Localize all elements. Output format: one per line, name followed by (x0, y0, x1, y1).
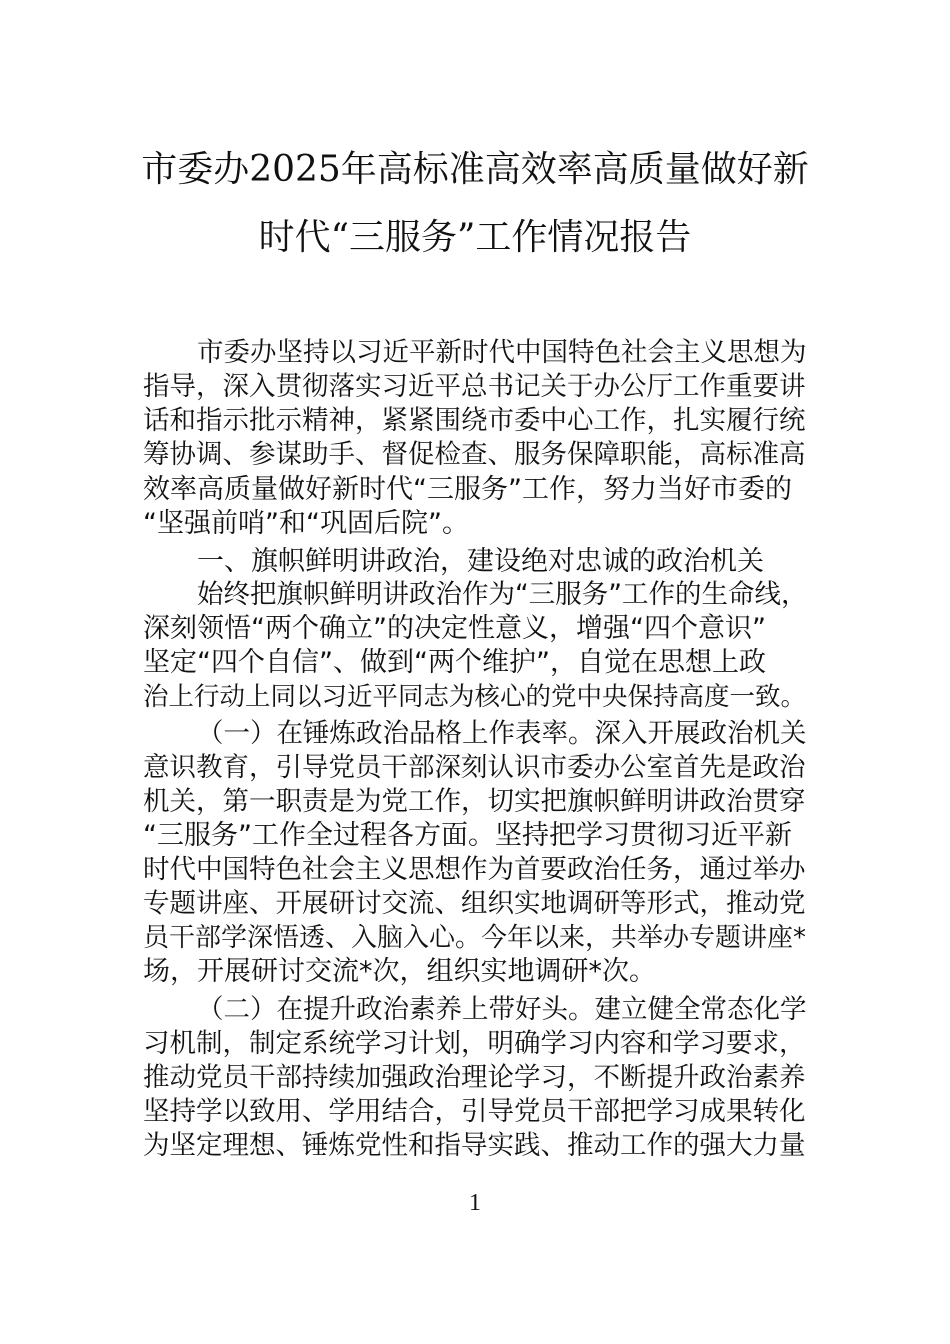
body-line: 为坚定理想、锤炼党性和指导实践、推动工作的强大力量 (143, 1130, 806, 1161)
body-line: 意识教育，引导党员干部深刻认识市委办公室首先是政治 (143, 752, 806, 783)
body-line: 指导，深入贯彻落实习近平总书记关于办公厅工作重要讲 (143, 371, 806, 402)
page-number: 1 (469, 1190, 481, 1216)
subsection-line: （二）在提升政治素养上带好头。建立健全常态化学 (197, 994, 807, 1025)
body-line: 坚持学以致用、学用结合，引导党员干部把学习成果转化 (143, 1096, 806, 1127)
body-line: 员干部学深悟透、入脑入心。今年以来，共举办专题讲座* (143, 923, 807, 953)
body-line: 专题讲座、开展研讨交流、组织实地调研等形式，推动党 (143, 888, 806, 919)
body-line: 话和指示批示精神，紧紧围绕市委中心工作，扎实履行统 (143, 405, 806, 436)
body-line: 效率高质量做好新时代“三服务”工作，努力当好市委的 (143, 474, 792, 505)
body-line: 市委办坚持以习近平新时代中国特色社会主义思想为 (197, 337, 807, 368)
body-line: 始终把旗帜鲜明讲政治作为“三服务”工作的生命线， (197, 579, 808, 610)
body-line: 深刻领悟“两个确立”的决定性意义，增强“四个意识” (143, 613, 766, 644)
body-line: 场，开展研讨交流*次，组织实地调研*次。 (143, 956, 656, 987)
body-line: “三服务”工作全过程各方面。坚持把学习贯彻习近平新 (143, 820, 792, 851)
subsection-line: （一）在锤炼政治品格上作表率。深入开展政治机关 (197, 718, 807, 749)
document-title-line-2: 时代“三服务”工作情况报告 (258, 217, 692, 258)
body-line: 治上行动上同以习近平同志为核心的党中央保持高度一致。 (143, 682, 807, 712)
body-line: 习机制，制定系统学习计划，明确学习内容和学习要求， (143, 1028, 806, 1059)
body-line: 机关，第一职责是为党工作，切实把旗帜鲜明讲政治贯穿 (143, 786, 806, 817)
body-line: 筹协调、参谋助手、督促检查、服务保障职能，高标准高 (143, 439, 806, 470)
body-line: 推动党员干部持续加强政治理论学习，不断提升政治素养 (143, 1062, 806, 1093)
body-line: “坚强前哨”和“巩固后院”。 (143, 508, 469, 539)
document-title-line-1: 市委办2025年高标准高效率高质量做好新 (141, 149, 809, 190)
body-line: 坚定“四个自信”、做到“两个维护”，自觉在思想上政 (143, 647, 766, 678)
body-line: 时代中国特色社会主义思想作为首要政治任务，通过举办 (143, 854, 806, 885)
section-heading: 一、旗帜鲜明讲政治，建设绝对忠诚的政治机关 (197, 546, 764, 577)
